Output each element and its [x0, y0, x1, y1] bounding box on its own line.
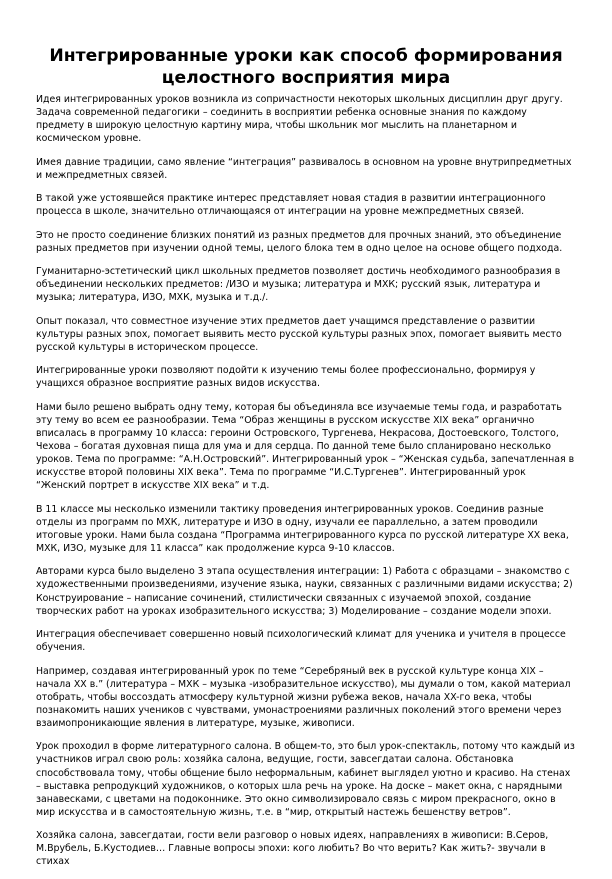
paragraph: Опыт показал, что совместное изучение этих предметов дает учащимся представление о развитии культуры разных эпох, помогает выявить место русской культуры разных эпох, помогает выявить место русской культуры в историческом процессе.: [36, 315, 562, 353]
paragraph: В такой уже устоявшейся практике интерес представляет новая стадия в развитии интеграционного процесса в школе, значительно отличающаяся от интеграции на уровне межпредметных связей.: [36, 193, 546, 218]
document-body: [36, 93, 576, 879]
title-line-1: Интегрированные уроки как способ формирования: [49, 46, 563, 66]
paragraph: Урок проходил в форме литературного салона. В общем-то, это был урок-спектакль, потому что каждый из участников играл свою роль: хозяйка салона, ведущие, гости, завсегдатаи салона. Обстановка способствовала тому, чтобы общение было неформальным, кабинет выглядел уютно и красиво. На стенах – выставка репродукций художников, о которых шла речь на уроке. На доске – макет окна, с нарядными занавесками, с цветами на подоконнике. Это окно символизировало связь с миром прекрасного, окно в мир искусства и в самостоятельную жизнь, т.е. в “мир, открытый настежь бешенству ветров”.: [36, 741, 575, 818]
title-line-2: целостного восприятия мира: [161, 68, 451, 88]
paragraph: Хозяйка салона, завсегдатаи, гости вели разговор о новых идеях, направлениях в живописи: В.Серов, М.Врубель, Б.Кустодиев… Главные вопросы эпохи: кого любить? Во что верить? Как жить?- звучали в стихах: [36, 830, 549, 868]
paragraph: Идея интегрированных уроков возникла из сопричастности некоторых школьных дисциплин друг другу. Задача современной педагогики – соединить в восприятии ребенка основные знания по каждому предмету в широкую целостную картину мира, чтобы школьник мог мыслить на планетарном и космическом уровне.: [36, 94, 563, 145]
document-title: [36, 45, 576, 89]
paragraph: Это не просто соединение близких понятий из разных предметов для прочных знаний, это объединение разных предметов при изучении одной темы, целого блока тем в одно целое на основе общего подхода.: [36, 229, 563, 254]
paragraph: Авторами курса было выделено 3 этапа осуществления интеграции: 1) Работа с образцами – знакомство с художественными произведениями, изучение языка, науки, связанных с различными видами искусства; 2) Конструирование – написание сочинений, стилистически связанных с изучаемой эпохой, создание творческих работ на уроках изобразительного искусства; 3) Моделирование – создание модели эпохи.: [36, 566, 573, 617]
paragraph: В 11 классе мы несколько изменили тактику проведения интегрированных уроков. Соединив разные отделы из программ по МХК, литературе и ИЗО в одну, изучали ее параллельно, а затем проводили итоговые уроки. Нами была создана “Программа интегрированного курса по русской литературе XX века, МХК, ИЗО, музыке для 11 класса” как продолжение курса 9-10 классов.: [36, 503, 569, 554]
paragraph: Интегрированные уроки позволяют подойти к изучению темы более профессионально, формируя у учащихся образное восприятие разных видов искусства.: [36, 365, 536, 390]
paragraph: Нами было решено выбрать одну тему, которая бы объединяла все изучаемые темы года, и разработать эту тему во всем ее разнообразии. Тема “Образ женщины в русском искусстве XIX века” органично вписалась в программу 10 класса: героини Островского, Тургенева, Некрасова, Достоевского, Толстого, Чехова – богатая духовная пища для ума и для сердца. По данной теме было спланировано несколько уроков. Тема по программе: “А.Н.Островский”. Интегрированный урок – “Женская судьба, запечатленная в искусстве второй половины XIX века”. Тема по программе “И.С.Тургенев”. Интегрированный урок “Женский портрет в искусстве XIX века” и т.д.: [36, 401, 575, 492]
paragraph: Имея давние традиции, само явление “интеграция” развивалось в основном на уровне внутрипредметных и межпредметных связей.: [36, 156, 572, 181]
paragraph: Например, создавая интегрированный урок по теме “Серебряный век в русской культуре конца XIX – начала XX в.” (литература – МХК – музыка -изобразительное искусство), мы думали о том, какой материал отобрать, чтобы воссоздать атмосферу культурной жизни рубежа веков, начала XX-го века, чтобы познакомить наших учеников с чувствами, умонастроениями различных поколений этого времени через взаимопроникающие явления в литературе, музыке, живописи.: [36, 665, 571, 729]
paragraph: Интеграция обеспечивает совершенно новый психологический климат для ученика и учителя в процессе обучения.: [36, 629, 566, 654]
paragraph: Гуманитарно-эстетический цикл школьных предметов позволяет достичь необходимого разнообразия в объединении нескольких предметов: /ИЗО и музыка; литература и МХК; русский язык, литература и музыка; литература, ИЗО, МХК, музыка и т.д./.: [36, 266, 561, 304]
